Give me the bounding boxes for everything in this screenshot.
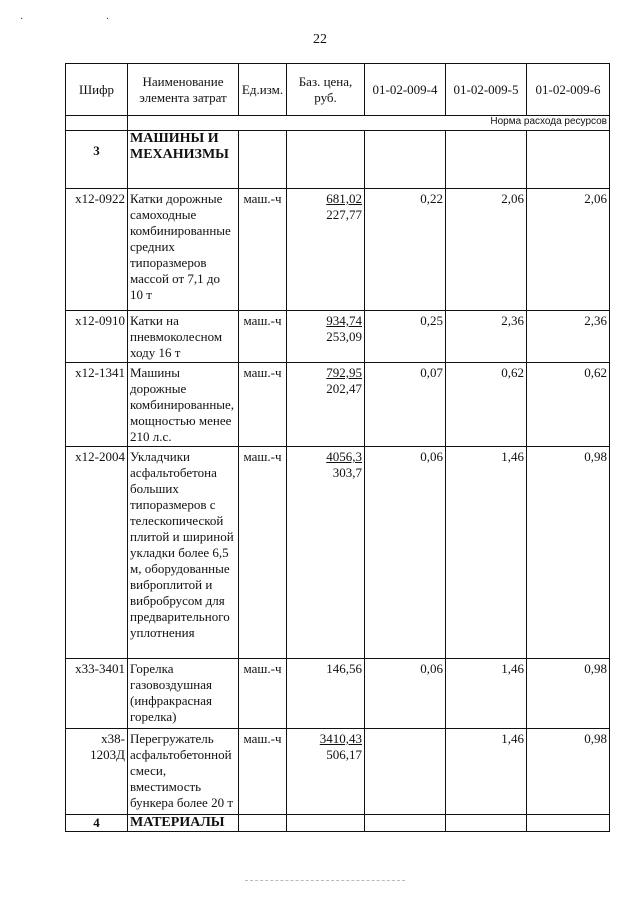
row-unit: маш.-ч	[239, 447, 287, 659]
row-price-value: 146,56	[326, 661, 362, 676]
empty-cell	[527, 815, 610, 832]
row-price-wage: 202,47	[326, 381, 362, 396]
row-value-1: 0,06	[365, 659, 446, 729]
table-row	[66, 729, 610, 815]
row-price-value: 792,95	[326, 365, 362, 380]
row-value-3: 2,06	[527, 189, 610, 311]
row-value-2: 2,36	[446, 311, 527, 363]
header-code: Шифр	[66, 64, 128, 116]
scan-specks: · ·	[20, 14, 150, 25]
row-price	[287, 729, 365, 815]
row-code: х12-0910	[66, 311, 128, 363]
row-unit: маш.-ч	[239, 729, 287, 815]
norm-cell-code	[66, 116, 128, 131]
row-value-2: 1,46	[446, 729, 527, 815]
section-title: МАТЕРИАЛЫ	[128, 815, 239, 832]
row-value-2: 2,06	[446, 189, 527, 311]
row-price-wage: 303,7	[332, 465, 362, 480]
row-price	[287, 311, 365, 363]
table-row	[66, 311, 610, 363]
header-price: Баз. цена, руб.	[287, 64, 365, 116]
row-code: х33-3401	[66, 659, 128, 729]
header-col-2: 01-02-009-5	[446, 64, 527, 116]
empty-cell	[527, 131, 610, 189]
row-unit: маш.-ч	[239, 189, 287, 311]
table-row	[66, 659, 610, 729]
row-value-2: 1,46	[446, 659, 527, 729]
row-unit: маш.-ч	[239, 659, 287, 729]
row-code: х12-2004	[66, 447, 128, 659]
row-unit: маш.-ч	[239, 363, 287, 447]
row-name: Укладчики асфальтобетона больших типоразмеров с телескопической плитой и шириной укладки более 6,5 м, оборудованные виброплитой и вибробрусом для предварительного уплотнения	[128, 447, 239, 659]
row-name: Перегружатель асфальтобетонной смеси, вместимость бункера более 20 т	[128, 729, 239, 815]
row-value-1: 0,07	[365, 363, 446, 447]
row-price-wage: 253,09	[326, 329, 362, 344]
section-row-machines	[66, 131, 610, 189]
row-price	[287, 189, 365, 311]
row-value-3: 0,98	[527, 447, 610, 659]
table-header-row	[66, 64, 610, 116]
empty-cell	[287, 131, 365, 189]
row-price-value: 3410,43	[319, 731, 362, 746]
empty-cell	[446, 131, 527, 189]
section-title: МАШИНЫ И МЕХАНИЗМЫ	[128, 131, 239, 189]
row-name: Горелка газовоздушная (инфракрасная горелка)	[128, 659, 239, 729]
section-number: 4	[66, 815, 128, 832]
header-col-3: 01-02-009-6	[527, 64, 610, 116]
empty-cell	[365, 815, 446, 832]
row-price	[287, 447, 365, 659]
row-code: х12-0922	[66, 189, 128, 311]
header-name: Наименование элемента затрат	[128, 64, 239, 116]
row-value-1	[365, 729, 446, 815]
header-unit: Ед.изм.	[239, 64, 287, 116]
row-name: Катки на пневмоколесном ходу 16 т	[128, 311, 239, 363]
row-price-value: 681,02	[326, 191, 362, 206]
row-name: Машины дорожные комбинированные, мощностью менее 210 л.с.	[128, 363, 239, 447]
row-name: Катки дорожные самоходные комбинированные средних типоразмеров массой от 7,1 до 10 т	[128, 189, 239, 311]
row-price-value: 934,74	[326, 313, 362, 328]
norm-row	[66, 116, 610, 131]
empty-cell	[365, 131, 446, 189]
row-price-wage: 506,17	[326, 747, 362, 762]
section-number: 3	[66, 131, 128, 189]
row-value-3: 0,98	[527, 659, 610, 729]
row-code: х38-1203Д	[66, 729, 128, 815]
row-value-1: 0,06	[365, 447, 446, 659]
empty-cell	[446, 815, 527, 832]
row-unit: маш.-ч	[239, 311, 287, 363]
empty-cell	[239, 815, 287, 832]
resource-table	[65, 63, 610, 832]
bottom-divider	[245, 880, 405, 881]
row-value-2: 1,46	[446, 447, 527, 659]
row-value-2: 0,62	[446, 363, 527, 447]
table-row	[66, 447, 610, 659]
norm-label: Норма расхода ресурсов	[128, 116, 610, 131]
row-price	[287, 659, 365, 729]
header-col-1: 01-02-009-4	[365, 64, 446, 116]
row-value-3: 0,62	[527, 363, 610, 447]
table-row	[66, 363, 610, 447]
page-number: 22	[313, 32, 327, 47]
row-value-3: 0,98	[527, 729, 610, 815]
section-row-materials	[66, 815, 610, 832]
row-code: х12-1341	[66, 363, 128, 447]
row-value-3: 2,36	[527, 311, 610, 363]
empty-cell	[287, 815, 365, 832]
row-price	[287, 363, 365, 447]
empty-cell	[239, 131, 287, 189]
row-value-1: 0,25	[365, 311, 446, 363]
row-price-value: 4056,3	[326, 449, 362, 464]
table-row	[66, 189, 610, 311]
row-price-wage: 227,77	[326, 207, 362, 222]
row-value-1: 0,22	[365, 189, 446, 311]
